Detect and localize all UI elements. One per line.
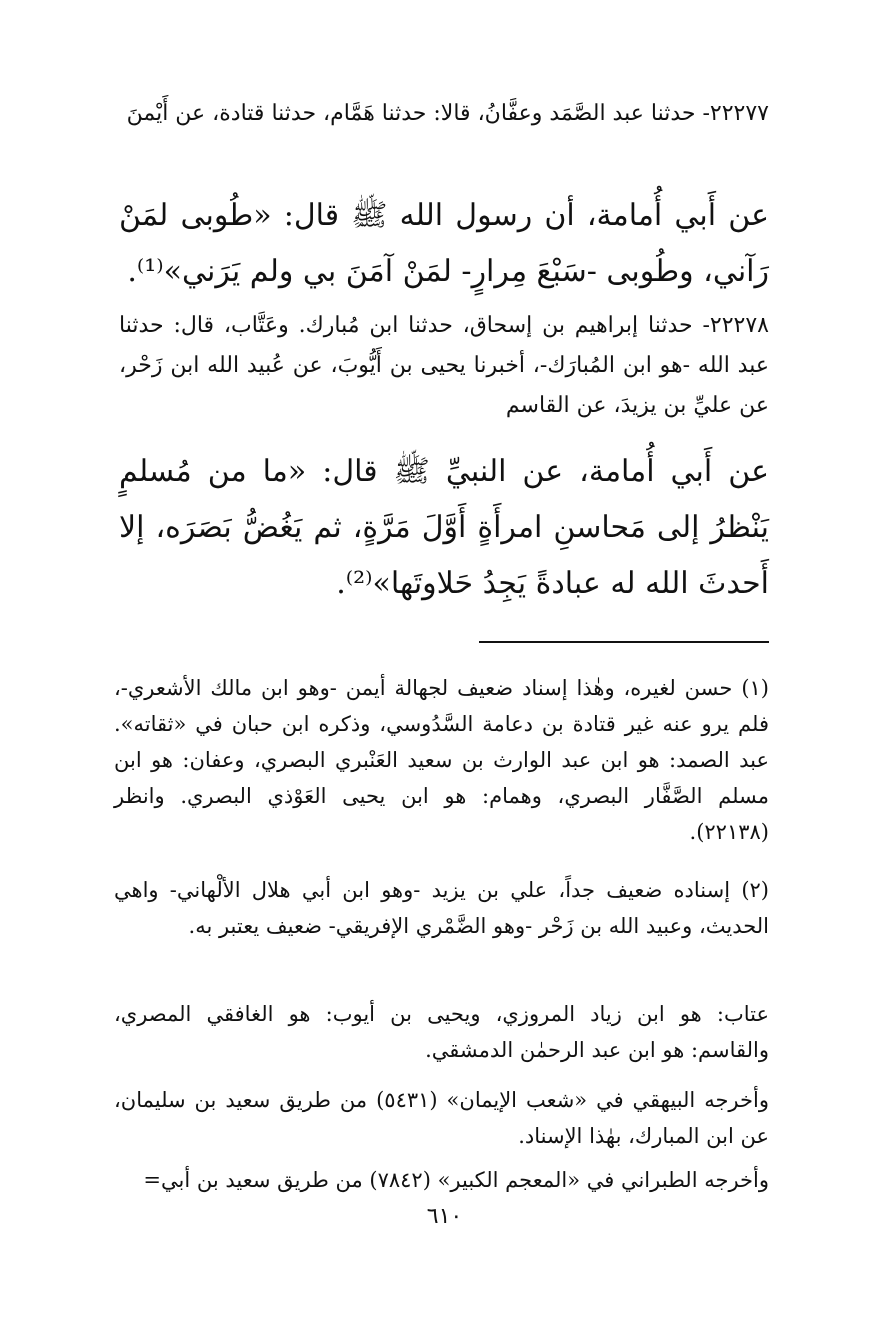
footnote-2-bayhaqi: وأخرجه البيهقي في «شعب الإيمان» (٥٤٣١) من طريق سعيد بن سليمان، عن ابن المبارك، بهٰذا الإسناد. bbox=[114, 1088, 769, 1148]
page-number: ٦١٠ bbox=[426, 1204, 463, 1229]
footnote-2: (٢) إسناده ضعيف جداً، علي بن يزيد -وهو ابن أبي هلال الألْهاني- واهي الحديث، وعبيد الله بن زَحْر -وهو الضَّمْري الإفريقي- ضعيف يعتبر به. bbox=[114, 878, 769, 938]
hadith-22277-isnad: ٢٢٢٧٧- حدثنا عبد الصَّمَد وعفَّانُ، قالا: حدثنا هَمَّام، حدثنا قتادة، عن أَيْمنَ bbox=[126, 101, 769, 126]
footnote-separator bbox=[479, 641, 769, 643]
hadith-22277-matn: عن أَبي أُمامة، أن رسول الله ﷺ قال: «طُوبى لمَنْ رَآني، وطُوبى -سَبْعَ مِرارٍ- لمَنْ آمَنَ بي ولم يَرَني»⁽¹⁾. bbox=[119, 198, 769, 289]
footnote-2-tabarani: وأخرجه الطبراني في «المعجم الكبير» (٧٨٤٢) من طريق سعيد بن أبي= bbox=[143, 1168, 769, 1192]
footnote-2-narrators: عتاب: هو ابن زياد المروزي، ويحيى بن أيوب: هو الغافقي المصري، والقاسم: هو ابن عبد الرحمٰن الدمشقي. bbox=[114, 1002, 769, 1062]
hadith-22278-isnad: ٢٢٢٧٨- حدثنا إبراهيم بن إسحاق، حدثنا ابن مُبارك. وعَتَّاب، قال: حدثنا عبد الله -هو ابن المُبارَك-، أخبرنا يحيى بن أَيُّوبَ، عن عُبيد الله ابن زَحْر، عن عليِّ بن يزيدَ، عن القاسم bbox=[119, 313, 769, 418]
footnote-1: (١) حسن لغيره، وهٰذا إسناد ضعيف لجهالة أيمن -وهو ابن مالك الأشعري-، فلم يرو عنه غير قتادة بن دعامة السَّدُوسي، وذكره ابن حبان في «ثقاته». عبد الصمد: هو ابن عبد الوارث بن سعيد العَنْبري البصري، وعفان: هو ابن مسلم الصَّفَّار البصري، وهمام: هو ابن يحيى العَوْذي البصري. وانظر (٢٢١٣٨). bbox=[114, 676, 769, 844]
hadith-22278-matn: عن أَبي أُمامة، عن النبيِّ ﷺ قال: «ما من مُسلمٍ يَنْظرُ إلى مَحاسنِ امرأَةٍ أَوَّلَ مَرَّةٍ، ثم يَغُضُّ بَصَرَه، إلا أَحدثَ الله له عبادةً يَجِدُ حَلاوتَها»⁽²⁾. bbox=[119, 454, 769, 601]
